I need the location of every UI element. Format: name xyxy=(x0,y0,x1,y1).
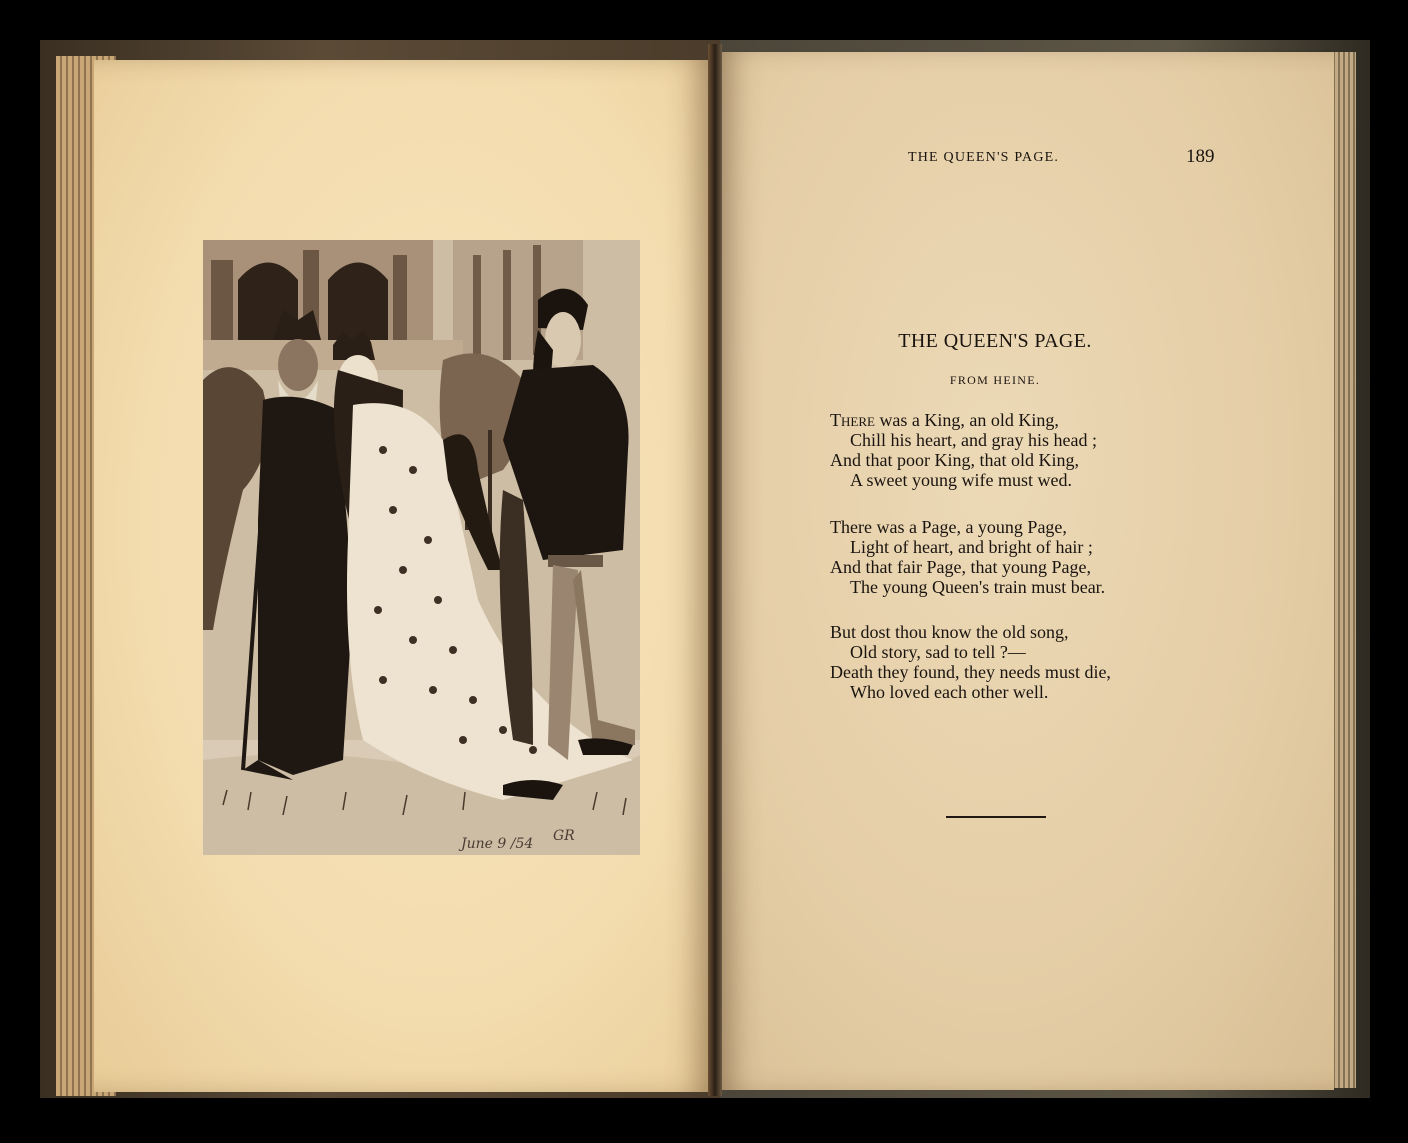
stanza-2 xyxy=(830,517,1210,597)
poem-source: FROM HEINE. xyxy=(949,373,1041,387)
illustration-monogram: GR xyxy=(553,828,575,844)
line-text: was a King, an old King, xyxy=(874,410,1059,430)
illustration-date-signature: June 9 /54 xyxy=(461,836,534,852)
stanza-line: Who loved each other well. xyxy=(850,682,1049,702)
stanza-line: Old story, sad to tell ?— xyxy=(850,642,1026,662)
stanza-line: A sweet young wife must wed. xyxy=(850,470,1072,490)
engraving-illustration xyxy=(203,240,640,855)
stanza-line: There was a Page, a young Page, xyxy=(830,517,1067,537)
illustration-plate xyxy=(203,240,640,855)
stanza-line: And that fair Page, that young Page, xyxy=(830,557,1091,577)
stanza-line: Death they found, they needs must die, xyxy=(830,662,1111,682)
stanza-line: The young Queen's train must bear. xyxy=(850,577,1106,597)
stanza-line: But dost thou know the old song, xyxy=(830,622,1069,642)
stanza-line: Light of heart, and bright of hair ; xyxy=(850,537,1093,557)
poem-title: THE QUEEN'S PAGE. xyxy=(898,330,1092,352)
stanza-line: Chill his heart, and gray his head ; xyxy=(850,430,1097,450)
end-rule xyxy=(946,816,1046,818)
stanza-3 xyxy=(830,622,1210,702)
running-head: THE QUEEN'S PAGE. xyxy=(908,150,1060,165)
page-number: 189 xyxy=(1186,146,1215,167)
stanza-1 xyxy=(830,410,1210,490)
book-gutter xyxy=(708,44,722,1096)
stanza-line xyxy=(830,410,1210,430)
stanza-line: And that poor King, that old King, xyxy=(830,450,1079,470)
drop-word: There xyxy=(830,410,875,430)
